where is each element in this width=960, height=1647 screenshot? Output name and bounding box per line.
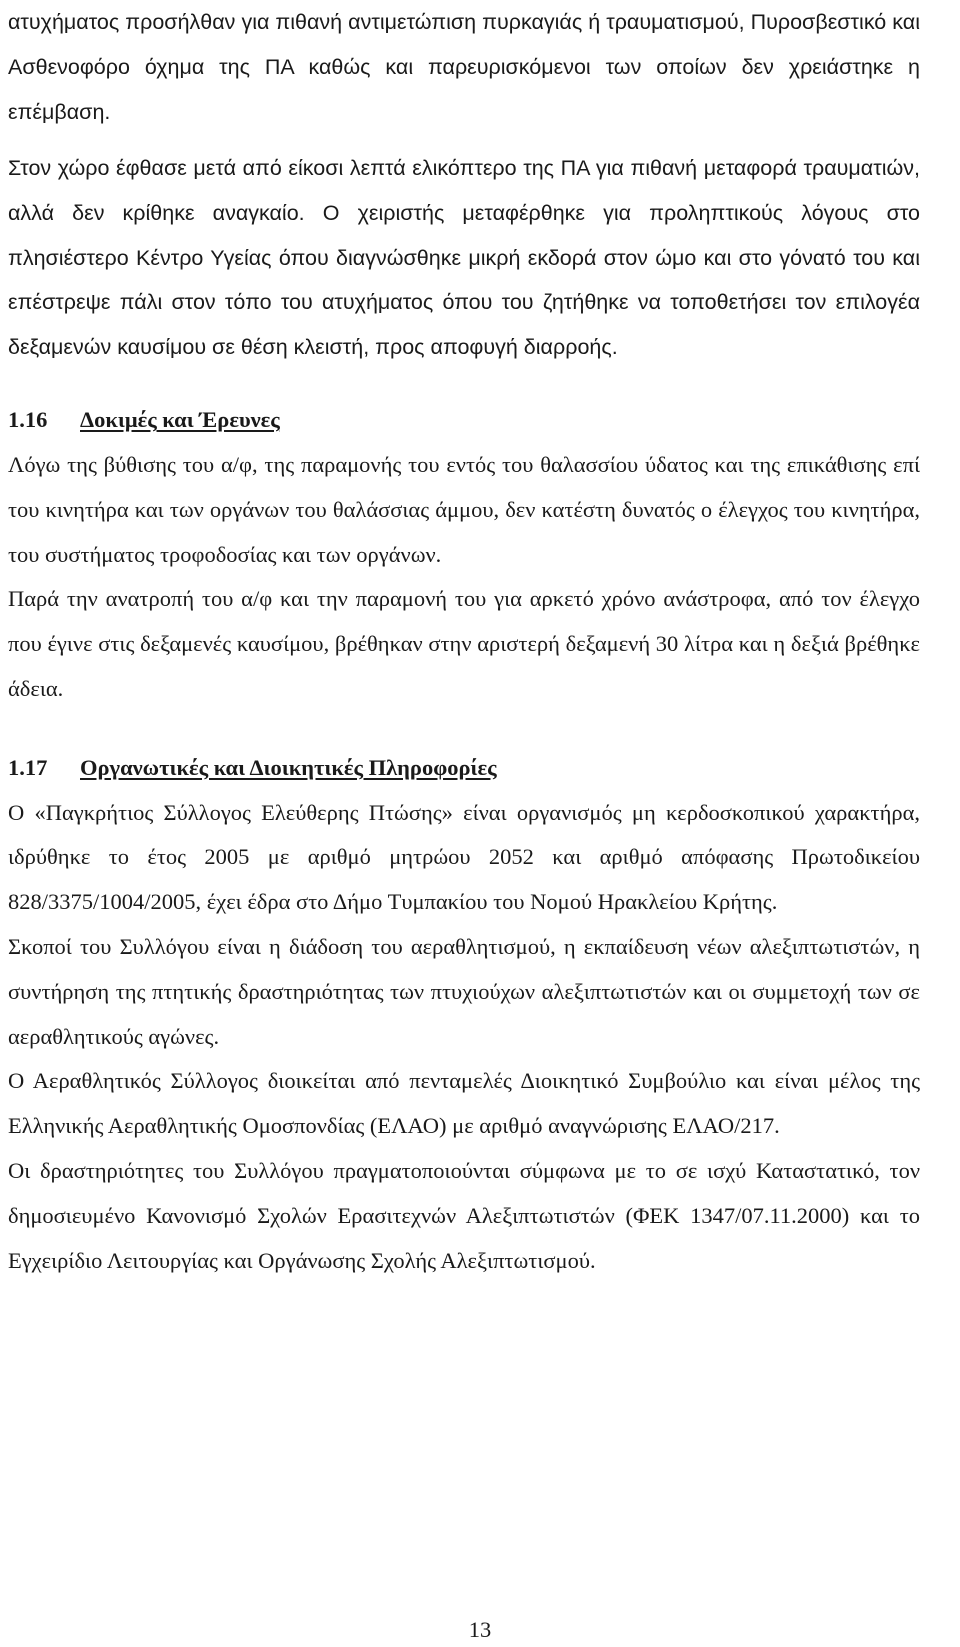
page-number: 13 xyxy=(468,1617,492,1642)
section-title: Δοκιμές και Έρευνες xyxy=(80,407,280,433)
section-heading-1-17 xyxy=(8,746,920,791)
body-paragraph: Παρά την ανατροπή του α/φ και την παραμονή του για αρκετό χρόνο ανάστροφα, από τον έλεγχο που έγινε στις δεξαμενές καυσίμου, βρέθηκαν στην αριστερή δεξαμενή 30 λίτρα και η δεξιά βρέθηκε άδεια. xyxy=(8,586,920,702)
body-paragraph: Οι δραστηριότητες του Συλλόγου πραγματοποιούνται σύμφωνα με το σε ισχύ Καταστατικό, τον δημοσιευμένο Κανονισμό Σχολών Ερασιτεχνών Αλεξιπτωτιστών (ΦΕΚ 1347/07.11.2000) και το Εγχειρίδιο Λειτουργίας και Οργάνωσης Σχολής Αλεξιπτωτισμού. xyxy=(8,1158,920,1273)
body-paragraph: Ο Αεραθλητικός Σύλλογος διοικείται από πενταμελές Διοικητικό Συμβούλιο και είναι μέλος της Ελληνικής Αεραθλητικής Ομοσπονδίας (ΕΛΑΟ) με αριθμό αναγνώρισης ΕΛΑΟ/217. xyxy=(8,1068,920,1139)
section-title: Οργανωτικές και Διοικητικές Πληροφορίες xyxy=(80,754,497,780)
body-paragraph: Σκοποί του Συλλόγου είναι η διάδοση του αεραθλητισμού, η εκπαίδευση νέων αλεξιπτωτιστών, η συντήρηση της πτητικής δραστηριότητας των πτυχιούχων αλεξιπτωτιστών και οι συμμετοχή των σε αεραθλητικούς αγώνες. xyxy=(8,934,920,1049)
section-heading-1-16 xyxy=(8,398,920,443)
section-number: 1.16 xyxy=(8,407,48,433)
page-body xyxy=(8,0,920,1283)
body-paragraph: ατυχήματος προσήλθαν για πιθανή αντιμετώπιση πυρκαγιάς ή τραυματισμού, Πυροσβεστικό και Ασθενοφόρο όχημα της ΠΑ καθώς και παρευρισκόμενοι των οποίων δεν χρειάστηκε η επέμβαση. xyxy=(8,10,920,124)
body-paragraph: Λόγω της βύθισης του α/φ, της παραμονής του εντός του θαλασσίου ύδατος και της επικάθισης επί του κινητήρα και των οργάνων του θαλάσσιας άμμου, δεν κατέστη δυνατός ο έλεγχος του κινητήρα, του συστήματος τροφοδοσίας και των οργάνων. xyxy=(8,452,920,567)
body-paragraph: Στον χώρο έφθασε μετά από είκοσι λεπτά ελικόπτερο της ΠΑ για πιθανή μεταφορά τραυματιών, αλλά δεν κρίθηκε αναγκαίο. Ο χειριστής μεταφέρθηκε για προληπτικούς λόγους στο πλησιέστερο Κέντρο Υγείας όπου διαγνώσθηκε μικρή εκδορά στον ώμο και στο γόνατό του και επέστρεψε πάλι στον τόπο του ατυχήματος όπου του ζητήθηκε να τοποθετήσει τον επιλογέα δεξαμενών καυσίμου σε θέση κλειστή, προς αποφυγή διαρροής. xyxy=(8,155,920,360)
section-number: 1.17 xyxy=(8,754,48,780)
body-paragraph: Ο «Παγκρήτιος Σύλλογος Ελεύθερης Πτώσης» είναι οργανισμός μη κερδοσκοπικού χαρακτήρα, ιδρύθηκε το έτος 2005 με αριθμό μητρώου 2052 και αριθμό απόφασης Πρωτοδικείου 828/3375/1004/2005, έχει έδρα στο Δήμο Τυμπακίου του Νομού Ηρακλείου Κρήτης. xyxy=(8,799,920,915)
